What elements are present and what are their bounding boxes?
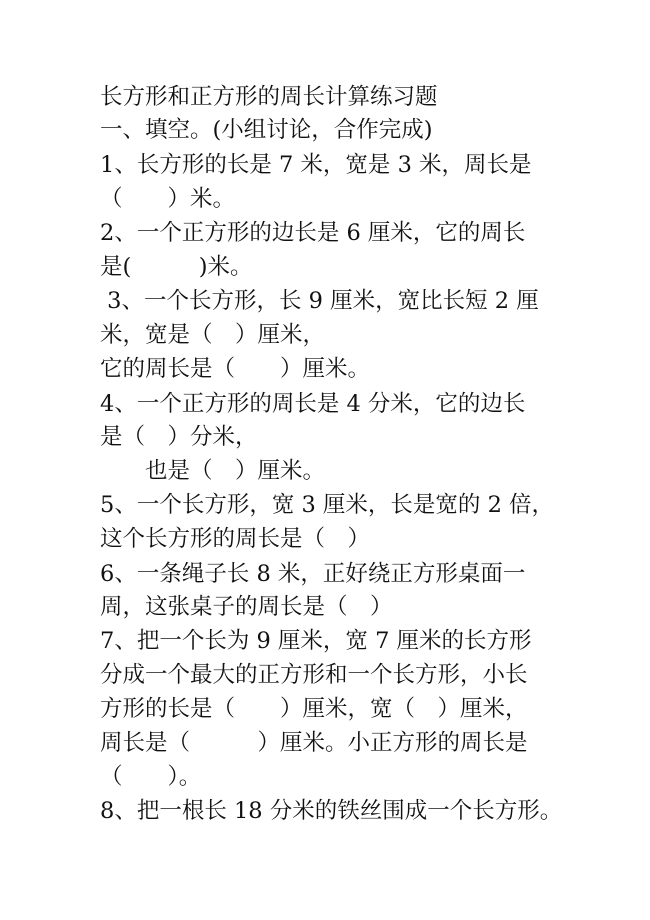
question-5-line-2: 这个长方形的周长是（ ） <box>100 526 371 552</box>
question-6-line-2: 周，这张桌子的周长是（ ） <box>100 594 393 620</box>
question-7-line-3: 方形的长是（ ）厘米，宽（ ）厘米， <box>100 696 528 722</box>
question-4-line-1: 4、一个正方形的周长是 4 分米，它的边长 <box>100 391 526 417</box>
question-2-line-2: 是( )米。 <box>100 254 253 280</box>
question-7-line-4: 周长是（ ）厘米。小正方形的周长是 <box>100 730 528 756</box>
question-1-line-2: （ ）米。 <box>100 186 236 212</box>
question-1-line-1: 1、长方形的长是 7 米，宽是 3 米，周长是 <box>100 152 532 178</box>
document-title: 长方形和正方形的周长计算练习题 <box>100 84 438 110</box>
question-7-line-1: 7、把一个长为 9 厘米，宽 7 厘米的长方形 <box>100 628 532 654</box>
question-7-line-2: 分成一个最大的正方形和一个长方形，小长 <box>100 662 528 688</box>
question-5-line-1: 5、一个长方形，宽 3 厘米，长是宽的 2 倍， <box>100 492 555 518</box>
question-6-line-1: 6、一条绳子长 8 米，正好绕正方形桌面一 <box>100 561 526 587</box>
section-heading: 一、填空。(小组讨论，合作完成) <box>100 117 433 143</box>
question-3-line-2: 米，宽是（ ）厘米， <box>100 322 326 348</box>
question-8-line-1: 8、把一根长 18 分米的铁丝围成一个长方形。 <box>100 798 563 824</box>
question-7-line-5: （ ）。 <box>100 764 202 790</box>
question-3-line-1: 3、一个长方形，长 9 厘米，宽比长短 2 厘 <box>100 288 539 314</box>
question-4-line-3: 也是（ ）厘米。 <box>100 458 326 484</box>
question-3-line-3: 它的周长是（ ）厘米。 <box>100 356 371 382</box>
question-4-line-2: 是（ ）分米， <box>100 424 258 450</box>
question-2-line-1: 2、一个正方形的边长是 6 厘米，它的周长 <box>100 220 526 246</box>
